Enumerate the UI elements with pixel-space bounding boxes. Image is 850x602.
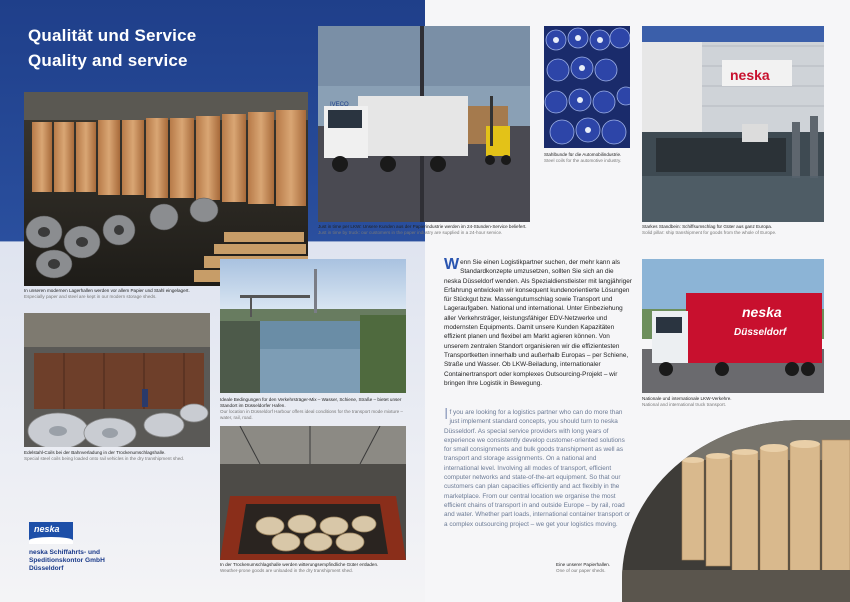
caption-trucks-de: Nationale und internationale LKW-Verkehre. [642, 396, 732, 401]
truck-loading-photo [318, 26, 530, 222]
dry-hall-photo [220, 426, 406, 560]
german-intro-text [444, 258, 632, 388]
company-line-3: Düsseldorf [29, 565, 64, 572]
caption-paper-hall-de: Eine unserer Papierhallen. [556, 562, 611, 567]
caption-dry-hall-de: In der Trockenumschlagshalle werden witterungsempfindliche Güter entladen. [220, 562, 379, 567]
caption-truck [318, 224, 533, 236]
company-address [29, 549, 105, 573]
caption-coils [24, 450, 214, 462]
caption-steel-bundles-de: Stahlbunde für die Automobilindustrie. [544, 152, 622, 157]
caption-trucks-en: National and international truck transport. [642, 402, 727, 407]
caption-dry-hall-en: Weather-prone goods are unloaded in the dry transhipment shed. [220, 568, 353, 573]
caption-truck-en: Just in time by truck: our customers in the paper industry are supplied in a 24-hour service. [318, 230, 503, 235]
page-title-german: Qualität und Service [28, 26, 197, 45]
caption-harbour-de: Ideale Bedingungen für den Verkehrsträger-Mix – Wasser, Schiene, Straße – bietet unser Standort im Düsseldorfer Hafen. [220, 397, 402, 408]
caption-trucks [642, 396, 827, 408]
neska-logo-wordmark: neska [34, 524, 60, 534]
caption-warehouse-de: In unseren modernen Lagerhallen werden vor allem Papier und Stahl eingelagert. [24, 288, 190, 293]
caption-paper-hall-en: One of our paper sheds. [556, 568, 606, 573]
caption-dry-hall [220, 562, 415, 574]
caption-paper-hall [556, 562, 636, 574]
caption-ship-de: Starkes Standbein: Schiffsumschlag für Güter aus ganz Europa. [642, 224, 773, 229]
caption-steel-bundles [544, 152, 634, 164]
ship-photo [642, 26, 824, 222]
steel-bundles-photo [544, 26, 630, 148]
harbour-photo [220, 259, 406, 393]
page-title-english: Quality and service [28, 51, 188, 70]
caption-truck-de: Just in time per LKW: Unsere Kunden aus der Papierindustrie werden im 24-Stunden-Service beliefert. [318, 224, 527, 229]
company-line-2: Speditionskontor GmbH [29, 557, 105, 564]
caption-warehouse-en: Especially paper and steel are kept in our modern storage sheds. [24, 294, 157, 299]
caption-ship-en: Solid pillar: ship transhipment for goods from the whole of Europe. [642, 230, 777, 235]
german-dropcap: W [444, 256, 460, 273]
caption-harbour [220, 397, 410, 421]
caption-coils-en: Special steel coils being loaded onto rail vehicles in the dry transhipment shed. [24, 456, 185, 461]
trucks-photo [642, 259, 824, 393]
english-body: f you are looking for a logistics partner who can do more than just implement standard concepts, you should turn to neska Düsseldorf. As special service providers with long years of experience we consistently develop customer-oriented solutions for small consignments and bulk goods transhipment as well as transport and storage assignments. On a national and international level. Involving all modes of transport, efficient computer networks and state-of-the-art equipment. So that our customers can plan capacities efficiently and act flexibly in the marketplace. From our central location we organise the most efficient chains of transport in and outside Europe – by rail, road and water. Whether part loads, international container transport or a complex outsourcing project – we get your logistics moving. [444, 409, 631, 528]
caption-harbour-en: Our location in Düsseldorf Harbour offers ideal conditions for the transport mode mixture – water, rail, road. [220, 409, 403, 420]
english-intro-text [444, 408, 632, 529]
english-dropcap: I [444, 406, 449, 423]
truck-cab-brand: IVECO [330, 102, 349, 108]
building-sign: neska [730, 67, 770, 83]
company-line-1: neska Schiffahrts- und [29, 549, 101, 556]
logo-wave-icon [29, 537, 73, 544]
caption-coils-de: Edelstahl-Coils bei der Bahnverladung in der Trockenumschlagshalle. [24, 450, 166, 455]
warehouse-photo [24, 92, 308, 286]
caption-ship [642, 224, 827, 236]
truck-trailer-brand: neska [742, 304, 782, 320]
steel-coils-rail-photo [24, 313, 210, 447]
german-body: enn Sie einen Logistikpartner suchen, der mehr kann als Standardkonzepte umzusetzen, sollten Sie sich an die neska Düsseldorf wenden. Als Spezialdienstleister mit langjähriger Erfahrung entwickeln wir konsequent kundenorientierte Lösungen für Stückgut bzw. Massengutumschlag sowie Transport und Lageraufgaben. National und international. Unter Einbeziehung aller Verkehrsträger, leistungsfähiger EDV-Netzwerke und modernsten Equipments. Damit unsere Kunden Kapazitäten effizient planen und flexibel am Markt agieren können. Von unserem zentralen Standort organisieren wir die effizientesten Transportketten innerhalb und außerhalb Europas – per Schiene, Straße und Wasser. Ob LKW-Beiladung, internationaler Containertransport oder komplexes Outsourcing-Projekt – wir bringen Ihre Logistik in Bewegung. [444, 259, 632, 387]
caption-steel-bundles-en: Steel coils for the automotive industry. [544, 158, 622, 163]
truck-trailer-city: Düsseldorf [734, 327, 787, 338]
